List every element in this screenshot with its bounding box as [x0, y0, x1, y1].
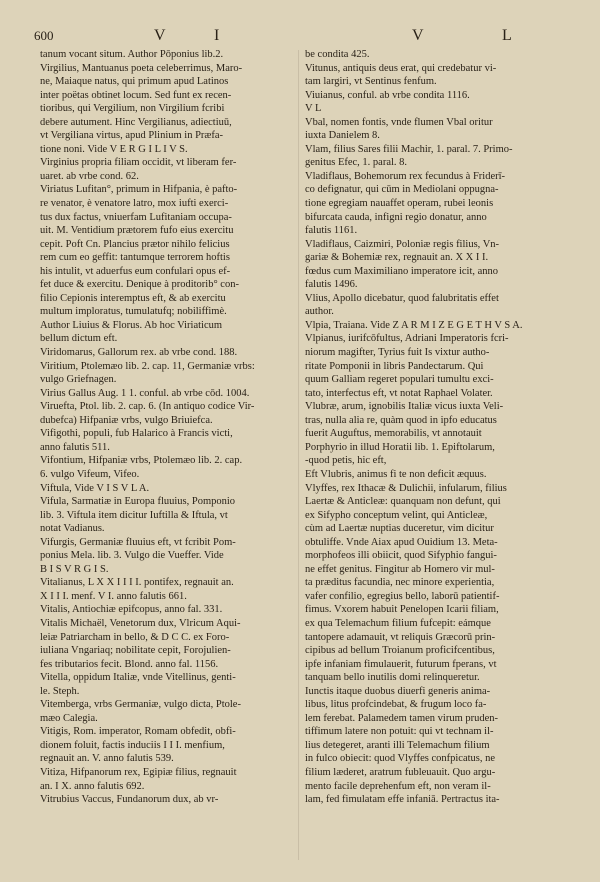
text-line: his intulit, vt aduerfus eum confulari opus ef-	[40, 265, 231, 277]
text-line: in fulco obiecit: quod Vlyffes confpicatus, ne	[305, 753, 496, 765]
running-header	[34, 24, 570, 48]
text-line: Vifigothi, populi, fub Halarico à Francis victi,	[40, 428, 233, 440]
text-line: 6. vulgo Vifeum, Vifeo.	[40, 468, 140, 480]
text-line: lib. 3. Viftula item dicitur Iuftilla & Iftula, vt	[40, 509, 228, 521]
text-line: uaret. ab vrbe cond. 62.	[40, 170, 139, 182]
text-line: be condita 425.	[305, 49, 370, 60]
text-line: Vlpia, Traiana. Vide Z A R M I Z E G E T H V S A.	[305, 319, 523, 331]
text-line: Viritium, Ptolemæo lib. 2. cap. 11, Germaniæ vrbs:	[40, 360, 255, 372]
text-line: author.	[305, 306, 334, 318]
text-line: Virgilius, Mantuanus poeta celeberrimus, Maro-	[40, 62, 243, 74]
text-line: ponius Mela. lib. 3. Vulgo die Vueffer. Vide	[40, 550, 224, 562]
text-line: morphofeos illi obiicit, quod Sifyphio fangui-	[305, 550, 497, 562]
text-line: falutis 1161.	[305, 225, 358, 237]
text-line: falutis 1496.	[305, 279, 358, 291]
left-column	[40, 48, 306, 807]
text-line: cipibus ad bellum Troianum proficifcentibus,	[305, 645, 495, 657]
text-line: tato, interfectus eft, vt notat Raphael Volater.	[305, 387, 493, 399]
text-line: Virius Gallus Aug. 1 1. conful. ab vrbe cōd. 1004.	[40, 387, 250, 399]
text-line: iuxta Danielem 8.	[305, 130, 380, 142]
text-line: Viridomarus, Gallorum rex. ab vrbe cond. 188.	[40, 347, 238, 359]
text-line: fet duce & exercitu. Denique à proditorib° con-	[40, 279, 239, 291]
text-line: Vlam, filius Sares filii Machir, 1. paral. 7. Primo-	[305, 143, 513, 155]
right-guide-letter-2: L	[502, 27, 515, 44]
text-line: ta præditus facundia, nec minore experientia,	[305, 577, 495, 589]
text-line: quum Galliam regeret populari tumultu exci-	[305, 374, 494, 386]
text-line: debere autument. Hinc Vergilianus, adiectiuū,	[40, 116, 232, 128]
right-column	[305, 48, 571, 807]
text-line: lius detegeret, aranti illi Telemachum filium	[305, 739, 490, 751]
text-line: filium læderet, aratrum fubleuauit. Quo argu-	[305, 766, 496, 778]
text-line: mento facile deprehenfum eft, non veram il-	[305, 780, 491, 792]
text-line: V L	[305, 103, 322, 115]
text-line: ritate Pomponii in libris Pandectarum. Qui	[305, 360, 484, 372]
text-line: tanquam bello inutilis domi relinqueretur.	[305, 672, 480, 684]
text-line: co defignatur, qui cūm in Mediolani oppugna-	[305, 184, 499, 196]
text-line: bifurcata cauda, infigni regio donatur, anno	[305, 211, 487, 223]
text-line: Virginius propria filiam occidit, vt liberam fer-	[40, 157, 237, 169]
text-line: tione egregiam nauaffet operam, rubei leonis	[305, 198, 494, 210]
text-line: Laertæ & Anticleæ: quanquam non defunt, qui	[305, 496, 501, 508]
text-line: Vlubræ, arum, ignobilis Italiæ vicus iuxta Veli-	[305, 401, 504, 413]
text-line: ipfe infaniam fimulauerit, futurum fperans, vt	[305, 658, 497, 670]
text-line: Vlius, Apollo dicebatur, quod falubritatis effet	[305, 292, 499, 304]
text-line: mæo Calegia.	[40, 712, 98, 724]
text-line: Vifula, Sarmatiæ in Europa fluuius, Pomponio	[40, 496, 236, 508]
text-line: Vbal, nomen fontis, vnde flumen Vbal oritur	[305, 116, 493, 128]
text-line: fuerit Auguftus, memorabilis, vt annotauit	[305, 428, 482, 440]
text-line: Vitalis, Antiochiæ epifcopus, anno fal. 331.	[40, 604, 223, 616]
text-line: Viuianus, conful. ab vrbe condita 1116.	[305, 89, 470, 101]
text-line: iuliana Vngariaq; nobilitate cepit, Forojulien-	[40, 645, 231, 657]
text-line: rem cum eo geffit: tantumque terrorem hoftis	[40, 252, 230, 264]
text-line: regnauit an. V. anno falutis 539.	[40, 753, 174, 765]
text-line: Vitunus, antiquis deus erat, qui credebatur vi-	[305, 62, 497, 74]
text-line: Vlyffes, rex Ithacæ & Dulichii, infularum, filius	[305, 482, 507, 494]
text-line: Author Liuius & Florus. Ab hoc Viriaticum	[40, 319, 223, 331]
text-line: Vitrubius Vaccus, Fundanorum dux, ab vr-	[40, 794, 219, 806]
text-line: Porphyrio in illud Horatii lib. 1. Epiftolarum,	[305, 441, 495, 453]
page-number: 600	[34, 28, 54, 43]
text-line: Vladiflaus, Caizmiri, Poloniæ regis filius, Vn-	[305, 238, 500, 250]
text-line: libus, litus profcindebat, & frugum loco fa-	[305, 699, 487, 711]
text-line: niorum magifter, Tyrius fuit Is vixtur autho-	[305, 347, 490, 359]
text-line: X I I I. menf. V I. anno falutis 661.	[40, 590, 187, 602]
text-line: ex Sifypho conceptum velint, qui Anticleæ,	[305, 509, 488, 521]
text-line: multum imploratus, tumulatufq; nobiliffimè.	[40, 306, 227, 318]
text-line: Vladiflaus, Bohemorum rex fecundus à Friderī-	[305, 170, 506, 182]
text-line: vt Vergiliana virtus, apud Plinium in Præfa-	[40, 130, 224, 142]
text-line: B I S V R G I S.	[40, 563, 109, 575]
text-line: tras, nulla alia re, quàm quod in ipfo educatus	[305, 414, 497, 426]
text-line: Vitiza, Hifpanorum rex, Egipiæ filius, regnauit	[40, 766, 237, 778]
text-line: Viruefta, Ptol. lib. 2. cap. 6. (In antiquo codice Vir-	[40, 401, 255, 413]
text-line: vulgo Griefnagen.	[40, 374, 117, 386]
text-line: Viriatus Lufitan°, primum in Hifpania, è pafto-	[40, 184, 238, 196]
text-line: lem ferebat. Palamedem tamen virum pruden-	[305, 712, 499, 724]
text-line: notat Vadianus.	[40, 523, 105, 535]
text-line: Vitalianus, L X X I I I I. pontifex, regnauit an.	[40, 577, 234, 589]
text-line: vafer confilio, egregius bello, laborū patientif-	[305, 590, 500, 602]
text-line: Vlpianus, iurifcōfultus, Adriani Imperatoris fcri-	[305, 333, 509, 345]
text-line: fœdus cum Maximiliano imperatore icit, anno	[305, 265, 499, 277]
text-line: Viftula, Vide V I S V L A.	[40, 482, 150, 494]
text-line: filio Cepionis interemptus eft, & ab exercitu	[40, 292, 226, 304]
text-line: inter poëtas obtinet locum. Sed funt ex recen-	[40, 89, 232, 101]
text-line: tus dux factus, vniuerfam Lufitaniam occupa-	[40, 211, 232, 223]
text-line: ex qua Telemachum filium fufcepit: eámque	[305, 617, 491, 629]
text-line: tanum vocant situm. Author Pōponius lib.2.	[40, 49, 224, 60]
text-line: fes tributarios fecit. Blond. anno fal. 1156.	[40, 658, 219, 670]
text-line: -quod petis, hic eft,	[305, 455, 387, 467]
text-line: cùm ad Laertæ nuptias duceretur, vim dicitur	[305, 523, 494, 535]
text-line: Vitigis, Rom. imperator, Romam obfedit, obfi-	[40, 726, 236, 738]
text-line: lam, fed fimulatam effe infaniā. Pertractus ita-	[305, 794, 500, 806]
text-line: tantopere adamauit, vt reliquis Græcorū prin-	[305, 631, 496, 643]
text-line: Vitemberga, vrbs Germaniæ, vulgo dicta, Ptole-	[40, 699, 241, 711]
text-line: tione noni. Vide V E R G I L I V S.	[40, 143, 188, 155]
text-line: fimus. Vxorem habuit Penelopen Icarii filiam,	[305, 604, 499, 616]
text-line: gariæ & Bohemiæ rex, regnauit an. X X I I.	[305, 252, 489, 264]
text-line: leiæ Patriarcham in bello, & D C C. ex Foro-	[40, 631, 230, 643]
text-line: ne, Maiaque natus, qui primum apud Latinos	[40, 76, 229, 88]
left-guide-letter-1: V	[154, 27, 169, 44]
text-line: cepit. Poft Cn. Plancius prætor nihilo felicius	[40, 238, 230, 250]
text-line: Eft Vlubris, animus fi te non deficit æquus.	[305, 468, 487, 480]
text-line: dubefca) Hifpaniæ vrbs, vulgo Briuiefca.	[40, 414, 213, 426]
text-line: le. Steph.	[40, 685, 80, 697]
text-line: re venator, è venatore latro, mox iufti exerci-	[40, 198, 229, 210]
text-line: Vitalis Michaël, Venetorum dux, Vlricum Aqui-	[40, 617, 241, 629]
text-line: obtuliffe. Vnde Aiax apud Ouidium 13. Meta-	[305, 536, 498, 548]
text-line: bellum dictum eft.	[40, 333, 118, 345]
text-line: genitus Efec, 1. paral. 8.	[305, 157, 408, 169]
text-line: tiffimum latere non potuit: qui vt technam il-	[305, 726, 494, 738]
text-line: tam largiri, vt Sentinus fenfum.	[305, 76, 437, 88]
text-line: ne effet genitus. Fingitur ab Homero vir mul-	[305, 563, 495, 575]
text-line: uit. M. Ventidium prætorem fufo eius exercitu	[40, 225, 234, 237]
column-gutter	[298, 50, 299, 860]
text-line: tioribus, qui Vergilium, non Virgilium fcribi	[40, 103, 225, 115]
text-line: Iunctis itaque duobus diuerfi generis anima-	[305, 685, 491, 697]
text-line: dionem foluit, factis induciis I I I. menfium,	[40, 739, 225, 751]
text-line: anno falutis 511.	[40, 441, 110, 453]
text-line: Vitella, oppidum Italiæ, vnde Vitellinus, genti-	[40, 672, 236, 684]
left-guide-letter-2: I	[214, 27, 223, 44]
text-line: Vifurgis, Germaniæ fluuius eft, vt fcribit Pom-	[40, 536, 236, 548]
right-guide-letter-1: V	[412, 27, 427, 44]
text-line: Vifontium, Hifpaniæ vrbs, Ptolemæo lib. 2. cap.	[40, 455, 243, 467]
text-line: an. I X. anno falutis 692.	[40, 780, 145, 792]
